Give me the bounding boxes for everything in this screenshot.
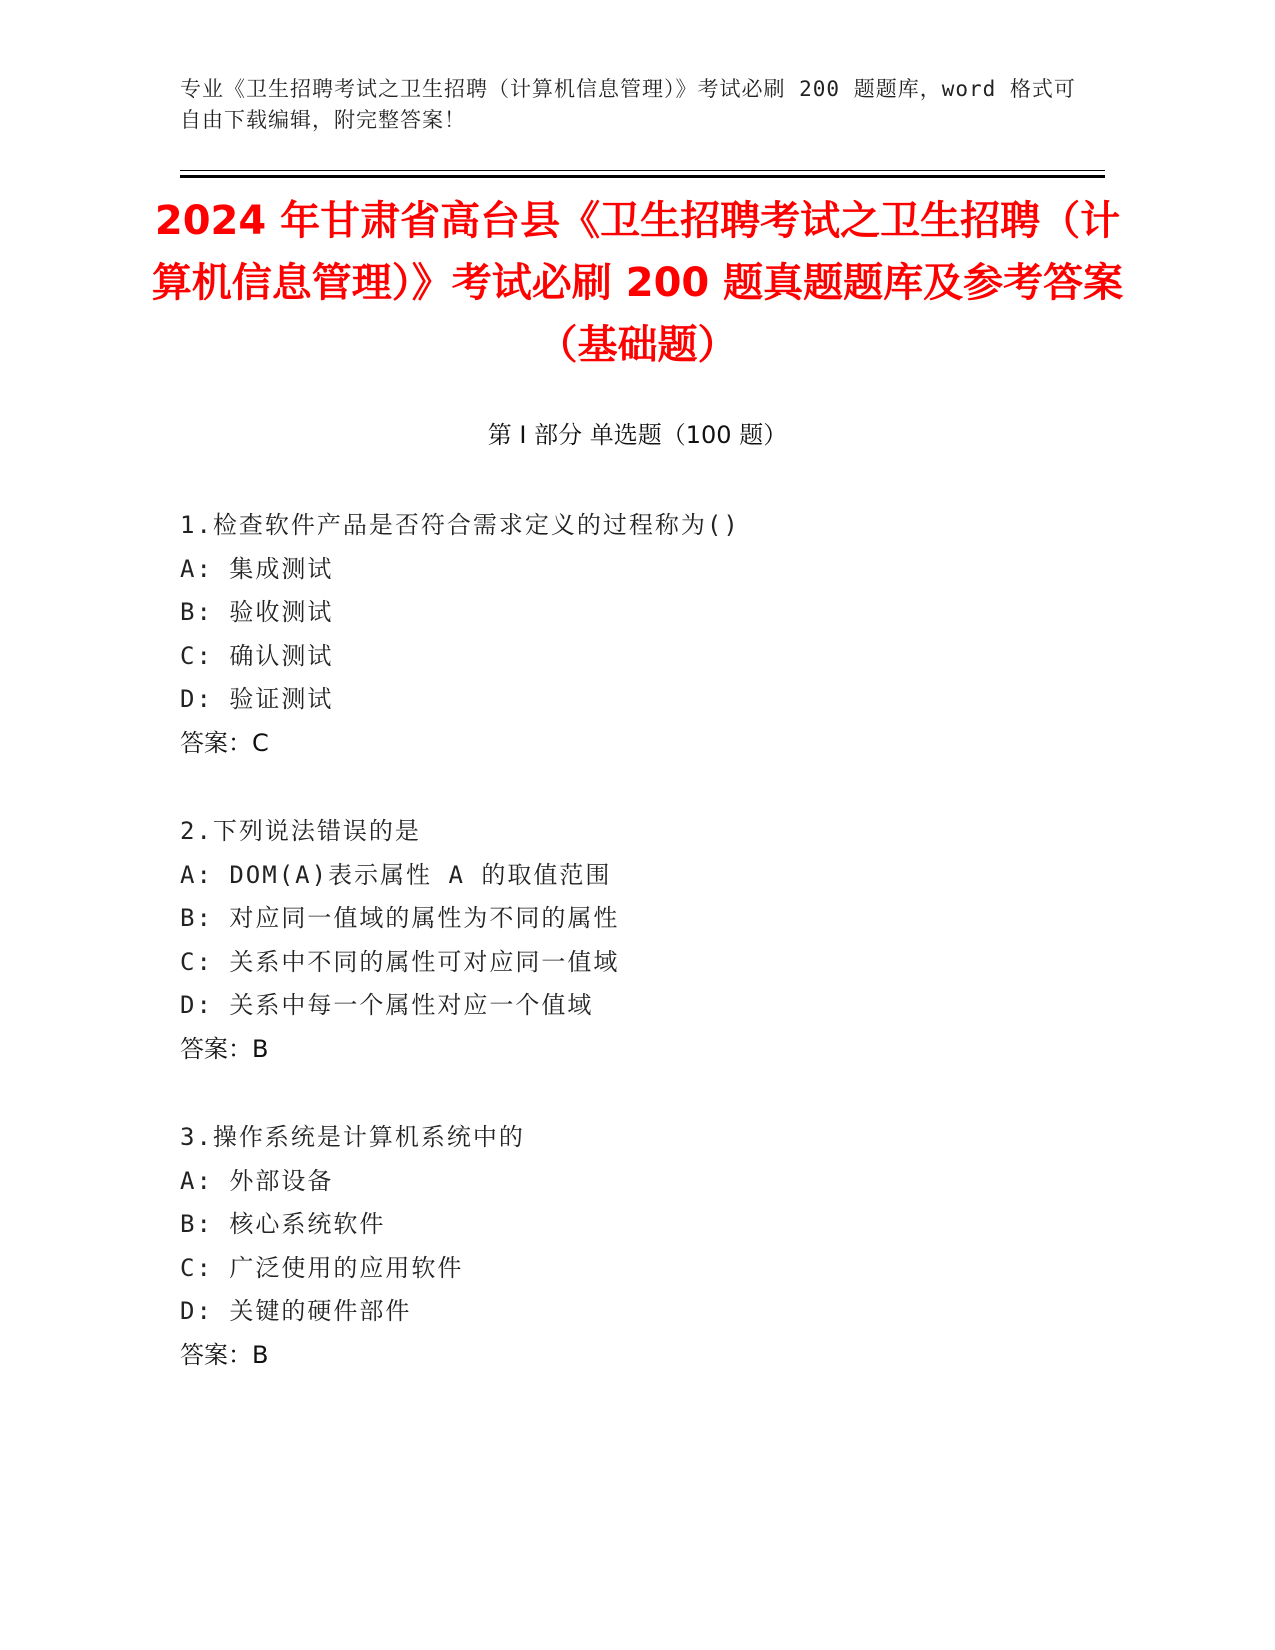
option-b: B: 验收测试 <box>180 598 334 626</box>
option-c: C: 确认测试 <box>180 641 334 670</box>
header-divider-thick <box>180 175 1105 178</box>
question-stem: 1.检查软件产品是否符合需求定义的过程称为() <box>180 511 740 539</box>
option-d: D: 关键的硬件部件 <box>180 1297 412 1325</box>
answer: 答案：B <box>180 1034 269 1063</box>
question-stem: 3.操作系统是计算机系统中的 <box>180 1123 525 1151</box>
option-b: B: 核心系统软件 <box>180 1210 386 1238</box>
document-title: 2024 年甘肃省高台县《卫生招聘考试之卫生招聘（计算机信息管理）》考试必刷 200 题真题题库及参考答案（基础题） <box>151 198 1124 368</box>
option-b: B: 对应同一值域的属性为不同的属性 <box>180 904 620 932</box>
option-a: A: 集成测试 <box>180 554 334 583</box>
option-a: A: DOM(A)表示属性 A 的取值范围 <box>180 860 612 889</box>
answer: 答案：C <box>180 728 269 757</box>
section-title: 第 I 部分 单选题（100 题） <box>487 421 788 449</box>
answer: 答案：B <box>180 1340 269 1369</box>
option-d: D: 关系中每一个属性对应一个值域 <box>180 991 594 1019</box>
question-block <box>180 504 1080 765</box>
option-d: D: 验证测试 <box>180 685 334 713</box>
question-block <box>180 810 1080 1071</box>
question-stem: 2.下列说法错误的是 <box>180 817 421 845</box>
header-note: 专业《卫生招聘考试之卫生招聘（计算机信息管理）》考试必刷 200 题题库，word 格式可自由下载编辑，附完整答案！ <box>180 77 1076 132</box>
header-divider-thin <box>180 170 1105 171</box>
option-c: C: 关系中不同的属性可对应同一值域 <box>180 947 620 976</box>
question-block <box>180 1116 1080 1377</box>
option-c: C: 广泛使用的应用软件 <box>180 1253 464 1282</box>
option-a: A: 外部设备 <box>180 1166 334 1195</box>
